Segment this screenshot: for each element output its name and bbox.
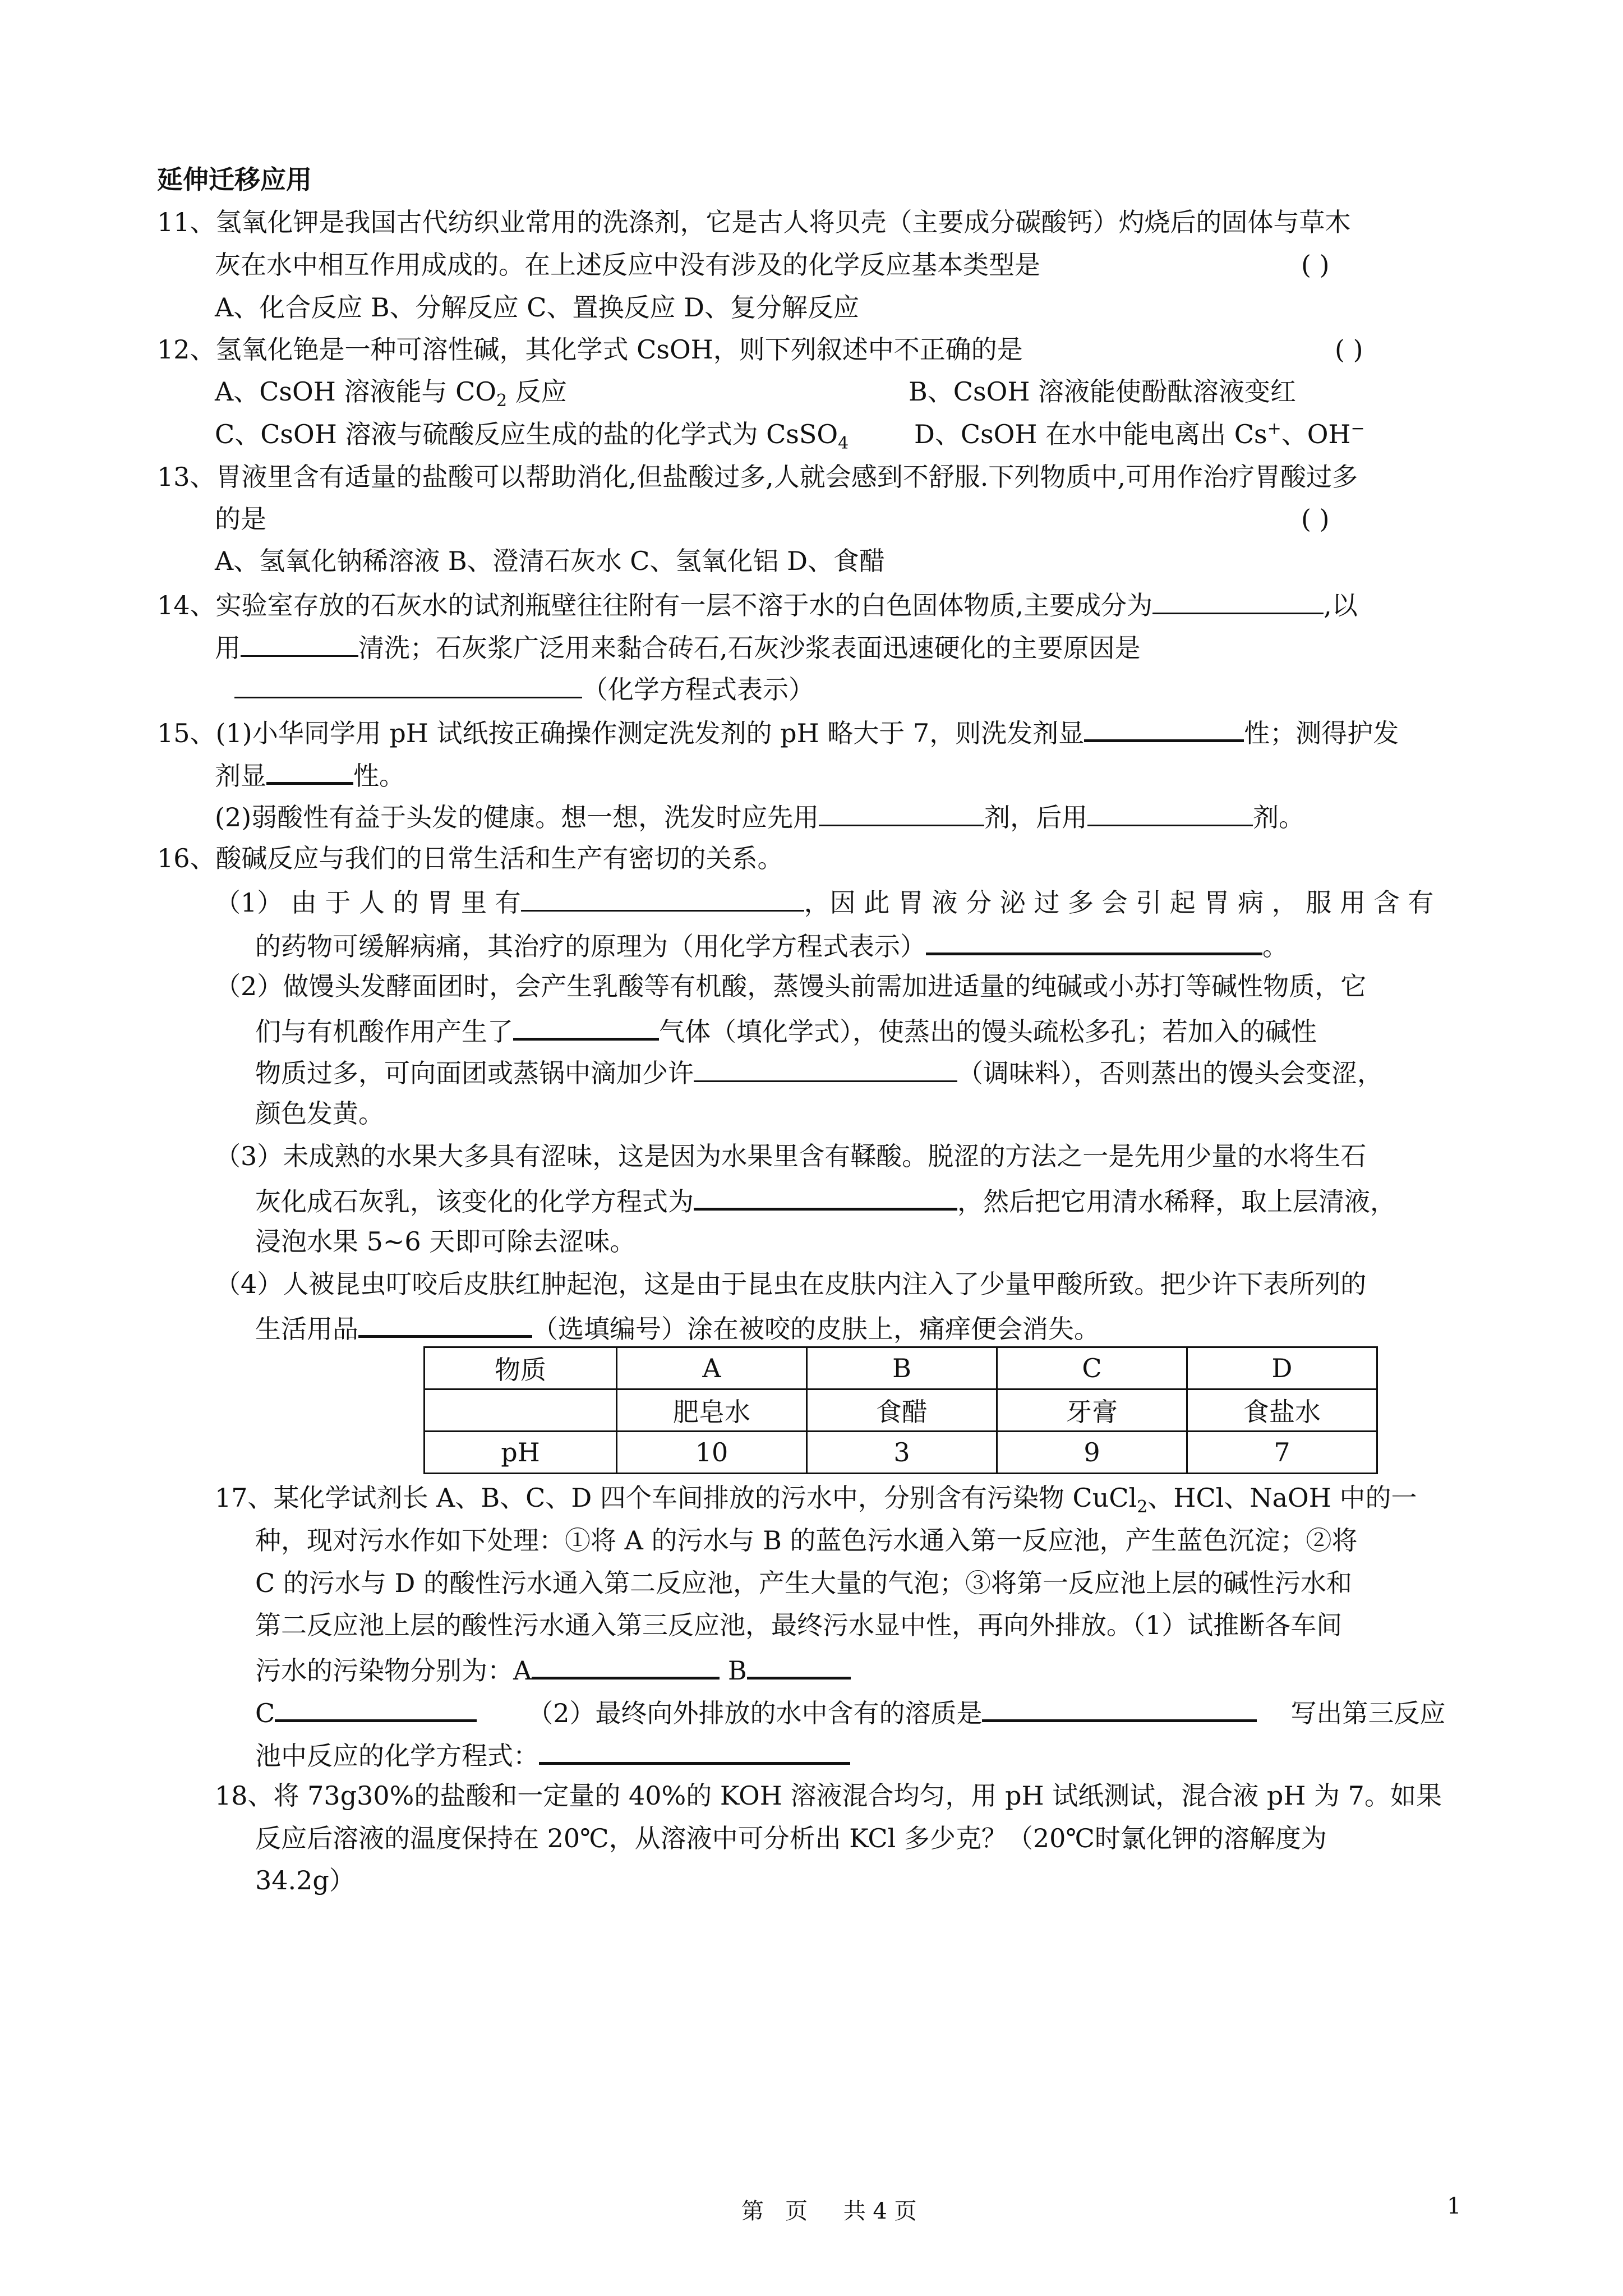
q16-p2-line2: 们与有机酸作用产生了 气体（填化学式），使蒸出的馒头疏松多孔；若加入的碱性 bbox=[255, 1012, 1317, 1048]
q16-intro: 16、酸碱反应与我们的日常生活和生产有密切的关系。 bbox=[157, 843, 783, 873]
table-header-cell: 物质 bbox=[425, 1347, 617, 1389]
q12-line1: 12、氢氧化铯是一种可溶性碱，其化学式 CsOH，则下列叙述中不正确的是 bbox=[157, 334, 1023, 365]
q16-p2-line1: （2）做馒头发酵面团时，会产生乳酸等有机酸，蒸馒头前需加进适量的纯碱或小苏打等碱性物质，它 bbox=[215, 971, 1367, 1001]
q15-blank-3[interactable] bbox=[819, 799, 984, 826]
q12-option-a: A、CsOH 溶液能与 $CO_2$ 反应 bbox=[215, 376, 567, 411]
q16-p3-line3: 浸泡水果 5~6 天即可除去涩味。 bbox=[255, 1226, 636, 1257]
q13-answer-paren: ( ) bbox=[1301, 504, 1330, 534]
q15-blank-4[interactable] bbox=[1087, 799, 1253, 826]
table-cell: 3 bbox=[807, 1432, 997, 1474]
q17-blank-b[interactable] bbox=[747, 1651, 851, 1680]
q16-p4-line1: （4）人被昆虫叮咬后皮肤红肿起泡，这是由于昆虫在皮肤内注入了少量甲酸所致。把少许下表所列的 bbox=[215, 1269, 1367, 1299]
q11-answer-paren: ( ) bbox=[1301, 250, 1330, 280]
q17-blank-a[interactable] bbox=[532, 1651, 720, 1680]
q18-line3: 34.2g） bbox=[255, 1865, 355, 1895]
q16-p1-line1: （1） 由 于 人 的 胃 里 有 ，因 此 胃 液 分 泌 过 多 会 引 起 胃 病 ， 服 用 含 有 bbox=[215, 884, 1433, 919]
q17-line1: 17、某化学试剂长 A、B、C、D 四个车间排放的污水中，分别含有污染物 CuCl$_2$、HCl、NaOH 中的一 bbox=[215, 1483, 1417, 1517]
q12-option-d: D、CsOH 在水中能电离出 Cs+、OH− bbox=[914, 418, 1365, 449]
q16-blank-6[interactable] bbox=[358, 1309, 532, 1338]
table-cell: 食盐水 bbox=[1187, 1389, 1377, 1432]
q11-line1: 11、氢氧化钾是我国古代纺织业常用的洗涤剂，它是古人将贝壳（主要成分碳酸钙）灼烧后的固体与草木 bbox=[157, 207, 1351, 237]
table-row bbox=[425, 1432, 1377, 1474]
q16-p3-line1: （3）未成熟的水果大多具有涩味，这是因为水果里含有鞣酸。脱涩的方法之一是先用少量的水将生石 bbox=[215, 1141, 1367, 1171]
q17-line4: 第二反应池上层的酸性污水通入第三反应池，最终污水显中性，再向外排放。（1）试推断各车间 bbox=[255, 1610, 1343, 1640]
table-cell: 9 bbox=[997, 1432, 1187, 1474]
q12-answer-paren: ( ) bbox=[1335, 334, 1363, 365]
table-row bbox=[425, 1389, 1377, 1432]
q11-options: A、化合反应 B、分解反应 C、置换反应 D、复分解反应 bbox=[215, 292, 859, 323]
q15-blank-2[interactable] bbox=[266, 756, 353, 785]
q15-blank-1[interactable] bbox=[1084, 714, 1244, 742]
q16-blank-3[interactable] bbox=[513, 1012, 659, 1041]
table-header-cell: B bbox=[807, 1347, 997, 1389]
q17-line7: 池中反应的化学方程式： bbox=[255, 1736, 850, 1773]
q14-blank-3[interactable] bbox=[234, 671, 582, 698]
q18-line2: 反应后溶液的温度保持在 20℃，从溶液中可分析出 KCl 多少克？（20℃时氯化钾的溶解度为 bbox=[255, 1823, 1327, 1853]
q16-blank-1[interactable] bbox=[521, 884, 804, 912]
q13-line1: 13、胃液里含有适量的盐酸可以帮助消化,但盐酸过多,人就会感到不舒服.下列物质中,可用作治疗胃酸过多 bbox=[157, 462, 1358, 492]
q17-line6: C （2）最终向外排放的水中含有的溶质是 写出第三反应 bbox=[255, 1694, 1445, 1730]
q16-p1-line2: 的药物可缓解病痛，其治疗的原理为（用化学方程式表示） 。 bbox=[255, 927, 1288, 963]
q14-line2: 用 清洗；石灰浆广泛用来黏合砖石,石灰沙浆表面迅速硬化的主要原因是 bbox=[215, 629, 1141, 665]
table-cell bbox=[425, 1389, 617, 1432]
q16-blank-4[interactable] bbox=[694, 1055, 957, 1082]
q17-line5: 污水的污染物分别为：A B bbox=[255, 1651, 851, 1687]
q16-p2-line4: 颜色发黄。 bbox=[255, 1098, 384, 1129]
table-cell: 食醋 bbox=[807, 1389, 997, 1432]
table-header-cell: D bbox=[1187, 1347, 1377, 1389]
q15-line1: 15、(1)小华同学用 pH 试纸按正确操作测定洗发剂的 pH 略大于 7，则洗发剂显 性；测得护发 bbox=[157, 714, 1399, 750]
table-cell: 10 bbox=[617, 1432, 807, 1474]
table-cell: 7 bbox=[1187, 1432, 1377, 1474]
q17-blank-equation[interactable] bbox=[539, 1736, 850, 1765]
q17-blank-solute[interactable] bbox=[982, 1694, 1257, 1722]
ph-table bbox=[423, 1346, 1378, 1474]
table-header-cell: C bbox=[997, 1347, 1187, 1389]
q17-line2: 种，现对污水作如下处理：①将 A 的污水与 B 的蓝色污水通入第一反应池，产生蓝色沉淀；②将 bbox=[255, 1525, 1358, 1556]
q12-option-c: C、CsOH 溶液与硫酸反应生成的盐的化学式为 CsSO$_4$ bbox=[215, 419, 849, 454]
q17-line3: C 的污水与 D 的酸性污水通入第二反应池，产生大量的气泡；③将第一反应池上层的碱性污水和 bbox=[255, 1568, 1352, 1598]
q14-blank-1[interactable] bbox=[1152, 587, 1324, 614]
q11-line2: 灰在水中相互作用成成的。在上述反应中没有涉及的化学反应基本类型是 bbox=[215, 250, 1040, 280]
page-number: 1 bbox=[1447, 2193, 1461, 2219]
q15-line2: 剂显 性。 bbox=[215, 756, 405, 793]
table-cell: pH bbox=[425, 1432, 617, 1474]
q16-blank-2[interactable] bbox=[926, 927, 1262, 955]
q13-line2: 的是 bbox=[215, 504, 266, 534]
q16-p4-line2: 生活用品 （选填编号）涂在被咬的皮肤上，痛痒便会消失。 bbox=[255, 1309, 1100, 1346]
table-cell: 牙膏 bbox=[997, 1389, 1187, 1432]
q13-options: A、氢氧化钠稀溶液 B、澄清石灰水 C、氢氧化铝 D、食醋 bbox=[215, 546, 885, 576]
q16-p2-line3: 物质过多，可向面团或蒸锅中滴加少许 （调味料），否则蒸出的馒头会变涩， bbox=[255, 1055, 1383, 1090]
q16-blank-5[interactable] bbox=[694, 1182, 957, 1211]
q14-line3: （化学方程式表示） bbox=[234, 671, 814, 706]
q14-line1: 14、实验室存放的石灰水的试剂瓶壁往往附有一层不溶于水的白色固体物质,主要成分为 ,以 bbox=[157, 587, 1358, 622]
table-header-cell: A bbox=[617, 1347, 807, 1389]
table-cell: 肥皂水 bbox=[617, 1389, 807, 1432]
q18-line1: 18、将 73g30%的盐酸和一定量的 40%的 KOH 溶液混合均匀，用 pH 试纸测试，混合液 pH 为 7。如果 bbox=[215, 1780, 1442, 1811]
section-title: 延伸迁移应用 bbox=[157, 164, 312, 195]
q14-blank-2[interactable] bbox=[241, 629, 358, 657]
q16-p3-line2: 灰化成石灰乳，该变化的化学方程式为 ，然后把它用清水稀释，取上层清液， bbox=[255, 1182, 1396, 1218]
q12-option-b: B、CsOH 溶液能使酚酞溶液变红 bbox=[909, 376, 1297, 407]
q17-blank-c[interactable] bbox=[275, 1694, 477, 1722]
table-row bbox=[425, 1347, 1377, 1389]
q15-line3: (2)弱酸性有益于头发的健康。想一想，洗发时应先用 剂，后用 剂。 bbox=[215, 799, 1304, 834]
page-footer: 第 页 共 4 页 bbox=[741, 2198, 917, 2224]
